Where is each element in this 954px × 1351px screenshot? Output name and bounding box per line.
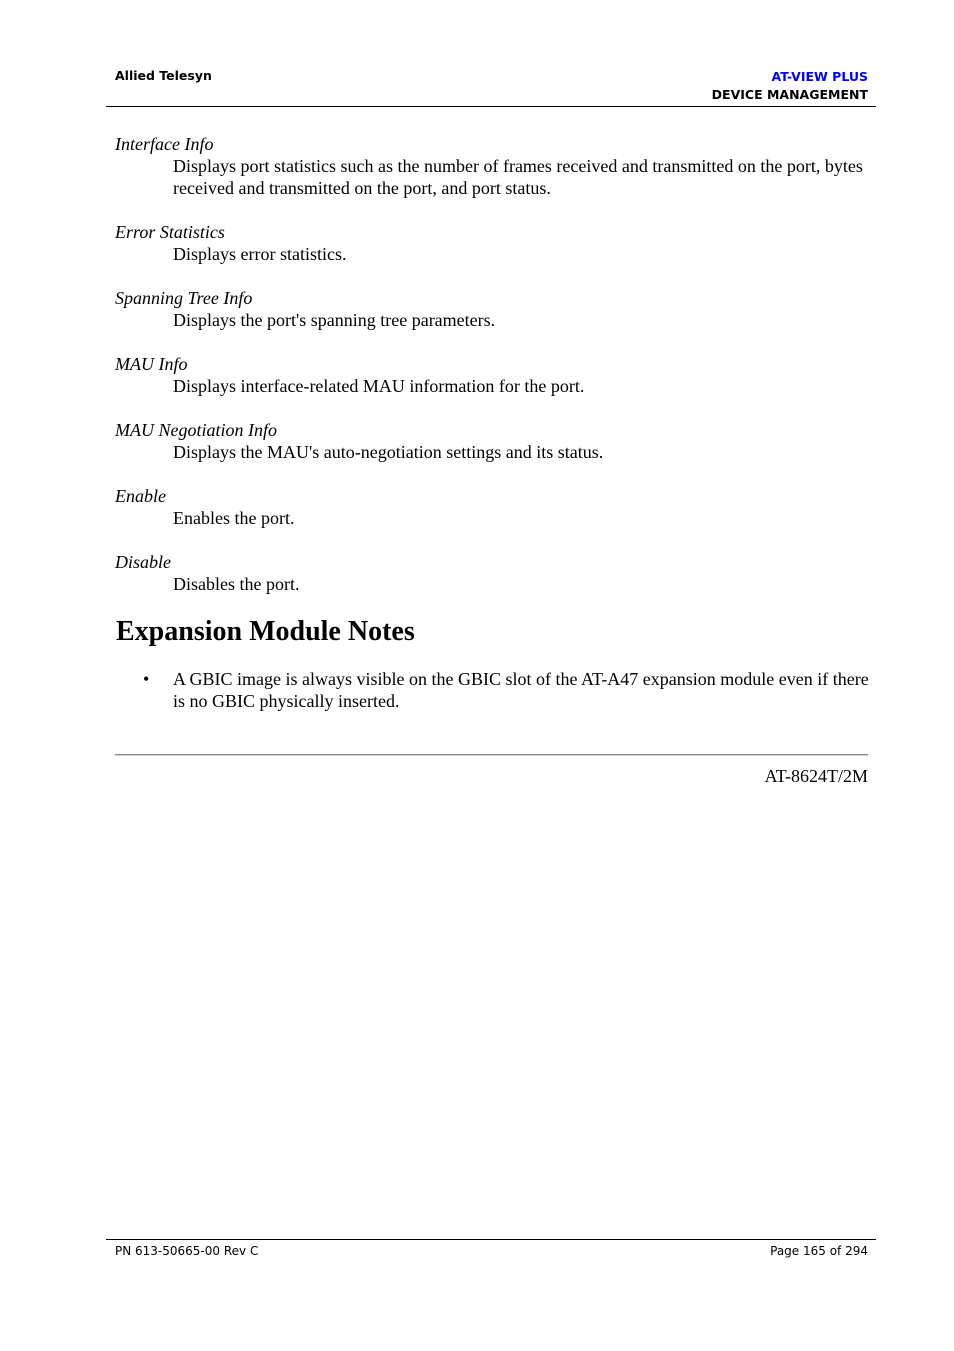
description-spanning-tree-info: Displays the port's spanning tree parameters. xyxy=(173,310,496,330)
description-mau-negotiation-info: Displays the MAU's auto-negotiation settings and its status. xyxy=(173,442,604,462)
model-label: AT-8624T/2M xyxy=(764,766,868,786)
notes-list xyxy=(115,668,875,712)
term-enable: Enable xyxy=(115,486,166,506)
term-mau-info: MAU Info xyxy=(115,354,188,374)
document-section-name: DEVICE MANAGEMENT xyxy=(711,87,868,102)
page-content xyxy=(115,133,875,712)
description-error-statistics: Displays error statistics. xyxy=(173,244,347,264)
description-disable: Disables the port. xyxy=(173,574,300,594)
company-name: Allied Telesyn xyxy=(115,68,212,83)
term-interface-info: Interface Info xyxy=(115,134,214,154)
term-mau-negotiation-info: MAU Negotiation Info xyxy=(115,420,277,440)
page-number: Page 165 of 294 xyxy=(770,1244,868,1258)
note-text: A GBIC image is always visible on the GBIC slot of the AT-A47 expansion module even if there is no GBIC physically inserted. xyxy=(173,669,869,711)
page-header xyxy=(106,66,876,107)
header-right-block xyxy=(712,68,868,104)
list-item xyxy=(115,668,875,712)
description-enable: Enables the port. xyxy=(173,508,295,528)
section-heading: Expansion Module Notes xyxy=(116,616,415,647)
product-name: AT-VIEW PLUS xyxy=(771,69,868,84)
definition-list xyxy=(115,133,875,595)
part-number: PN 613-50665-00 Rev C xyxy=(115,1244,259,1258)
term-spanning-tree-info: Spanning Tree Info xyxy=(115,288,253,308)
description-interface-info: Displays port statistics such as the number of frames received and transmitted on the port, bytes received and transmitted on the port, and port status. xyxy=(173,156,863,198)
description-mau-info: Displays interface-related MAU information for the port. xyxy=(173,376,585,396)
page-footer xyxy=(106,1239,876,1258)
term-error-statistics: Error Statistics xyxy=(115,222,225,242)
term-disable: Disable xyxy=(115,552,171,572)
bullet-icon: • xyxy=(143,669,150,689)
horizontal-divider xyxy=(115,754,868,756)
